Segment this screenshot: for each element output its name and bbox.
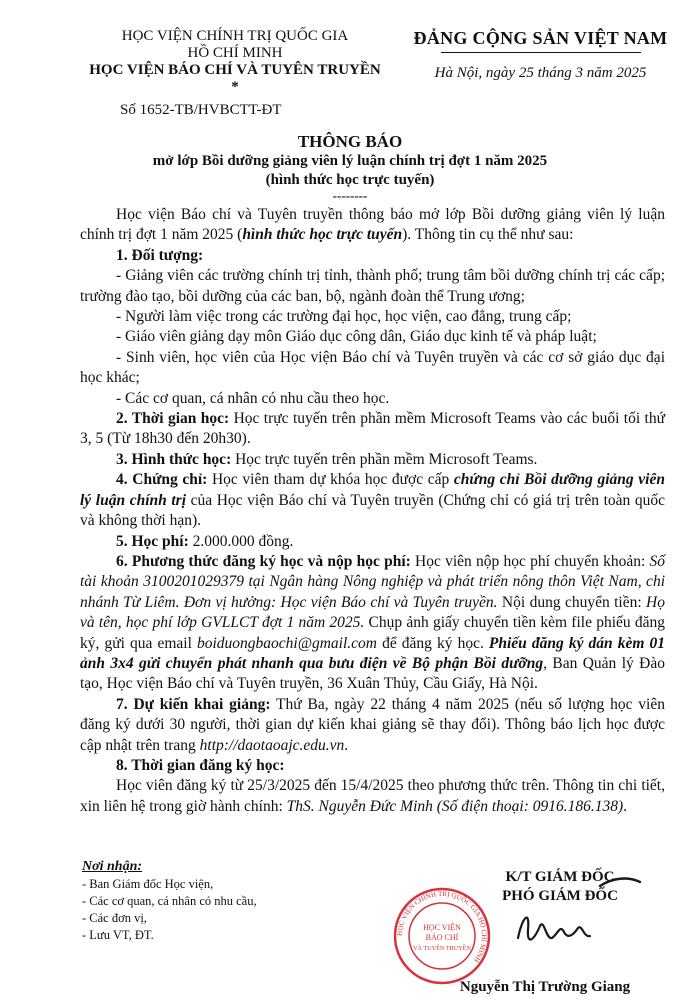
issuing-organization [70,28,400,96]
document-subtitle: mở lớp Bồi dưỡng giảng viên lý luận chính trị đợt 1 năm 2025 [152,153,548,169]
section-8-text-end: . [623,797,628,815]
recipient-item: - Các đơn vị, [82,911,147,925]
section-6-heading: 6. Phương thức đăng ký học và nộp học phí: [116,552,411,570]
section-5-text: 2.000.000 đồng. [188,532,294,550]
section-7-text-end: . [344,736,349,754]
title-divider: -------- [332,188,368,203]
stamp-center-line-2: BÁO CHÍ [425,933,459,942]
recipients-heading: Nơi nhận: [82,859,143,874]
transfer-content: Họ và tên, học phí lớp GVLLCT đợt 1 năm 2025. [80,593,665,632]
intro-text-end: ). Thông tin cụ thể như sau: [402,226,574,244]
recipients-block [82,858,257,944]
handwritten-signature [500,868,650,968]
signature-title-1: K/T GIÁM ĐỐC [505,869,615,885]
intro-emphasis: hình thức học trực tuyến [242,226,403,244]
section-4-emphasis: chứng chỉ Bồi dưỡng giảng viên lý luận chính trị [80,471,665,509]
section-2 [80,409,665,450]
signer-name: Nguyễn Thị Trường Giang [459,979,631,995]
section-6-address: , Ban Quản lý Đào tạo, Học viện Báo chí và Tuyên truyền, 36 Xuân Thủy, Cầu Giấy, Hà Nội. [80,654,665,693]
section-4-text-end: của Học viện Báo chí và Tuyên truyền (Chứng chỉ có giá trị trên toàn quốc và không thời hạn). [80,491,665,530]
section-7-text: Thứ Ba, ngày 22 tháng 4 năm 2025 (nếu số lượng học viên đăng ký dưới 30 người, thời gian dự kiến khai giảng sẽ thay đổi). Thông báo lịch học được cập nhật trên trang [80,695,665,754]
section-6-emphasis: Phiếu đăng ký dán kèm 01 ảnh 3x4 gửi chuyển phát nhanh qua bưu điện về Bộ phận Bồi dưỡng [80,634,666,672]
section-1-item: - Giảng viên các trường chính trị tỉnh, thành phố; trung tâm bồi dưỡng chính trị các cấp; trường đào tạo, bồi dưỡng của các ban, bộ, ngành đoàn thể Trung ương; [80,267,665,305]
party-title: ĐẢNG CỘNG SẢN VIỆT NAM [413,28,668,48]
section-8-text: Học viên đăng ký từ 25/3/2025 đến 15/4/2025 theo phương thức trên. Thông tin chi tiết, xin liên hệ trong giờ hành chính: [80,777,665,815]
section-1-item: - Giáo viên giảng dạy môn Giáo dục công dân, Giáo dục kinh tế và pháp luật; [116,328,597,346]
section-1-item: - Các cơ quan, cá nhân có nhu cầu theo học. [116,389,390,407]
section-6-text-2: Nội dung chuyển tiền: [497,593,647,611]
section-4 [80,470,665,531]
section-1-item: - Người làm việc trong các trường đại học, học viện, cao đẳng, trung cấp; [116,308,572,326]
document-format: (hình thức học trực tuyến) [265,172,435,188]
section-7 [80,695,665,756]
section-4-text: Học viên tham dự khóa học được cấp [207,471,454,489]
intro-paragraph [80,205,665,246]
org-line-2: HỒ CHÍ MINH [187,45,283,61]
section-1-heading: 1. Đối tượng: [116,246,204,264]
section-7-heading: 7. Dự kiến khai giảng: [116,695,271,713]
recipient-item: - Ban Giám đốc Học viện, [82,877,214,891]
section-6-text-3: Chụp ảnh giấy chuyển tiền kèm file phiếu đăng ký, gửi qua email [80,614,665,652]
section-3-text: Học trực tuyến trên phần mềm Microsoft Teams. [231,450,538,468]
section-6-text-4: để đăng ký học. [376,634,489,652]
bank-account: Số tài khoản 3100201029379 tại Ngân hàng Nông nghiệp và phát triển nông thôn Việt Nam, chi nhánh Từ Liêm. Đơn vị hưởng: Học viện Báo chí và Tuyên truyền. [80,552,666,611]
section-8-heading: 8. Thời gian đăng ký học: [116,756,285,774]
signature-title-2: PHÓ GIÁM ĐỐC [502,888,618,904]
contact-person: ThS. Nguyễn Đức Minh (Số điện thoại: 0916.186.138) [286,797,624,815]
intro-text: Học viện Báo chí và Tuyên truyền thông báo mở lớp Bồi dưỡng giảng viên lý luận chính trị đợt 1 năm 2025 ( [80,206,665,244]
section-4-heading: 4. Chứng chỉ: [116,471,208,489]
title-block [0,132,700,202]
section-3-heading: 3. Hình thức học: [116,450,232,468]
recipient-item: - Các cơ quan, cá nhân có nhu cầu, [82,894,257,908]
section-3 [80,450,665,470]
org-line-3: HỌC VIỆN BÁO CHÍ VÀ TUYÊN TRUYỀN [89,62,381,78]
stamp-ring-path: HỌC VIỆN CHÍNH TRỊ QUỐC GIA HỒ CHÍ MINH [395,889,489,964]
org-star: * [231,79,239,95]
recipient-item: - Lưu VT, ĐT. [82,928,154,942]
section-6-text: Học viên nộp học phí chuyển khoản: [410,552,650,570]
party-underline [441,52,641,53]
document-number: Số 1652-TB/HVBCTT-ĐT [120,102,282,118]
stamp-center-line-1: HỌC VIỆN [423,923,461,932]
section-6 [80,552,665,695]
stamp-center-line-3: VÀ TUYÊN TRUYỀN [413,945,471,952]
document-body [80,205,665,817]
section-2-text: Học trực tuyến trên phần mềm Microsoft Teams vào các buổi tối thứ 3, 5 (Từ 18h30 đến 20h30). [80,410,665,448]
section-1-item: - Sinh viên, học viên của Học viện Báo chí và Tuyên truyền và các cơ sở giáo dục đại học khác; [80,348,665,387]
contact-email[interactable]: boiduongbaochi@gmail.com [196,634,377,652]
document-title: THÔNG BÁO [297,132,403,151]
national-header [398,28,683,82]
website-link[interactable]: http://daotaoajc.edu.vn [199,736,345,754]
section-5-heading: 5. Học phí: [116,532,189,550]
org-line-1: HỌC VIỆN CHÍNH TRỊ QUỐC GIA [121,28,349,44]
section-5 [80,532,665,552]
section-8 [80,776,665,817]
place-date: Hà Nội, ngày 25 tháng 3 năm 2025 [434,65,647,81]
official-stamp [392,886,492,986]
section-2-heading: 2. Thời gian học: [116,410,230,428]
